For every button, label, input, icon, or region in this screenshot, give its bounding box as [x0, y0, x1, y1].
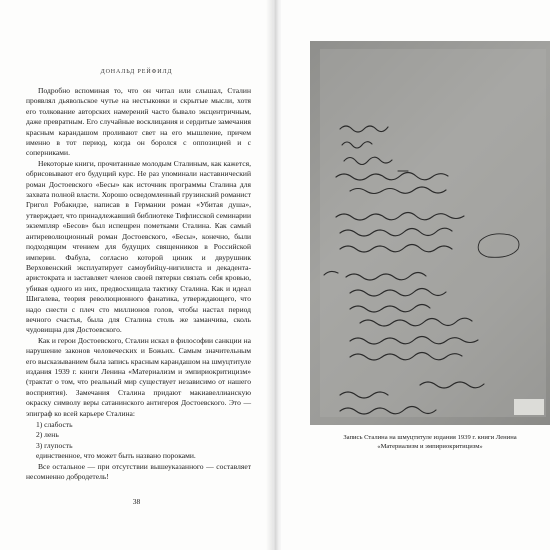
caption-line-1: Запись Сталина на шмуцтитуле издания 1939 г. книги Ленина [343, 434, 517, 441]
page-stamp [514, 399, 544, 415]
page-number: 38 [132, 497, 141, 506]
list-note: единственное, что может быть названо пороками. [36, 451, 196, 461]
paragraph-3: Как и герои Достоевского, Сталин искал в философии санкции на нарушение законов человеческих и Божьих. Самым значительным его высказыванием была запись красным карандашом на шмуцтитуле издания 1939 г. книги Ленина «Материализм и эмпириокритицизм» (трактат о том, что реальный мир существует независимо от нашего восприятия). Замечания Сталина придают макиавеллианскую окраску символу веры сатанинского антигероя Достоевского. Это — эпиграф ко всей карьере Сталина: [26, 335, 251, 418]
caption-line-2: «Материализм и эмпириокритицизм» [377, 442, 483, 450]
paragraph-1: Подробно вспоминая то, что он читал или слышал, Сталин проявлял дьявольское чутье на нестыковки и скрытые мысли, хотя его толкование авторских намерений часто бывало эксцентричным, даже превратным. Его случайные восклицания и сердитые замечания красным карандашом проливают свет на его мышление, причем именно в тот период, когда он боролся с оппозицией и с соперниками. [26, 86, 251, 158]
right-page [281, 0, 550, 550]
manuscript-photo [310, 41, 550, 425]
closing-paragraph: Все остальное — при отсутствии вышеуказанного — составляет несомненно добродетель! [26, 461, 251, 482]
list-item: 3) глупость [36, 440, 73, 450]
left-page [0, 0, 273, 550]
paragraph-2: Некоторые книги, прочитанные молодым Сталиным, как кажется, обрисовывают его будущий курс. Не раз упоминали наставнический роман Достоевского «Бесы» как источник программы Сталина для захвата полной власти. Хорошо осведомленный грузинский романист Григол Робакидзе, написав в Германии роман «Убитая душа», утверждает, что принадлежавший библиотеке Тифлисской семинарии экземпляр «Бесов» был испещрен пометками Сталина. Как самый антиреволюционный роман Достоевского, «Бесы», конечно, были подходящим чтением для будущих священников в Российской империи. Фабула, согласно которой циник и двурушник Верховенский эксплуатирует самоубийцу-нигилиста и декадента-аристократа и заставляет членов своей пятерки связать себя кровью, убивая одного из них, предвосхищала тактику Сталина. Как и идеал Шигалева, теория революционного фанатика, утверждающего, что надо снести с плеч сто миллионов голов, чтобы настал период вечного счастья, была для Сталина столь же заманчива, сколь чудовищна для Достоевского. [26, 158, 251, 335]
list-item: 2) лень [36, 430, 59, 440]
paper-sheet [320, 49, 546, 417]
epigraph-list [36, 420, 251, 462]
running-head: ДОНАЛЬД РЕЙФИЛД [100, 69, 173, 75]
list-item: 1) слабость [36, 420, 73, 429]
figure-caption [307, 434, 550, 451]
handwriting-illustration [310, 41, 550, 425]
body-text [26, 86, 251, 482]
